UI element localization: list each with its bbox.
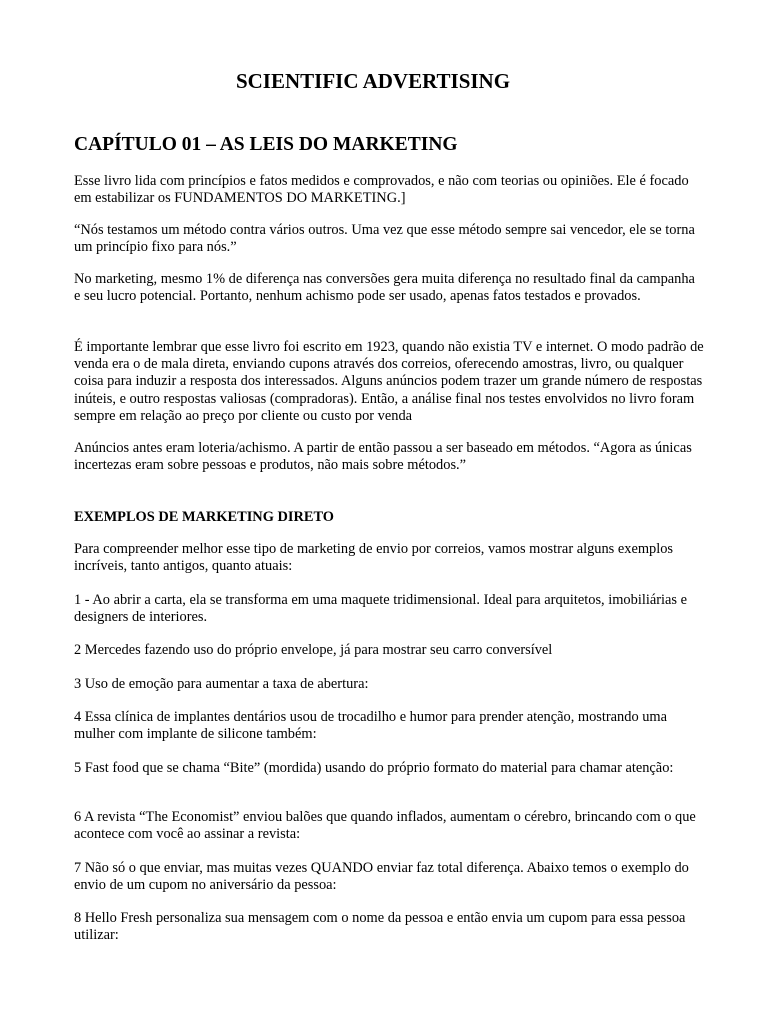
example-item: 1 - Ao abrir a carta, ela se transforma em uma maquete tridimensional. Ideal para arquitetos, imobiliárias e designers de interiores. <box>74 592 687 626</box>
chapter-title: CAPÍTULO 01 – AS LEIS DO MARKETING <box>74 134 458 155</box>
example-item: 3 Uso de emoção para aumentar a taxa de abertura: <box>74 676 369 692</box>
intro-quote-paragraph: “Nós testamos um método contra vários outros. Uma vez que esse método sempre sai vencedor, ele se torna um princípio fixo para nós.” <box>74 222 695 256</box>
intro-paragraph: No marketing, mesmo 1% de diferença nas conversões gera muita diferença no resultado final da campanha e seu lucro potencial. Portanto, nenhum achismo pode ser usado, apenas fatos testados e provados. <box>74 271 695 305</box>
section-paragraph: Para compreender melhor esse tipo de marketing de envio por correios, vamos mostrar alguns exemplos incríveis, tanto antigos, quanto atuais: <box>74 541 674 575</box>
document-title: SCIENTIFIC ADVERTISING <box>235 69 511 93</box>
example-item: 4 Essa clínica de implantes dentários usou de trocadilho e humor para prender atenção, mostrando uma mulher com implante de silicone também: <box>74 709 668 743</box>
intro-paragraph: Anúncios antes eram loteria/achismo. A partir de então passou a ser baseado em métodos. “Agora as únicas incertezas eram sobre pessoas e produtos, não mais sobre métodos.” <box>74 440 692 474</box>
example-item: 2 Mercedes fazendo uso do próprio envelope, já para mostrar seu carro conversível <box>74 642 553 658</box>
example-item: 7 Não só o que enviar, mas muitas vezes QUANDO enviar faz total diferença. Abaixo temos o exemplo do envio de um cupom no aniversário da pessoa: <box>74 860 689 894</box>
example-item: 8 Hello Fresh personaliza sua mensagem com o nome da pessoa e então envia um cupom para essa pessoa utilizar: <box>74 910 686 944</box>
example-item: 5 Fast food que se chama “Bite” (mordida) usando do próprio formato do material para chamar atenção: <box>74 760 674 776</box>
intro-paragraph: É importante lembrar que esse livro foi escrito em 1923, quando não existia TV e internet. O modo padrão de venda era o de mala direta, enviando cupons através dos correios, oferecendo amostras, livro, ou qualquer coisa para induzir a resposta dos interessados. Alguns anúncios podem trazer um grande número de respostas inúteis, e outro respostas valiosas (compradoras). Então, a análise final nos testes envolvidos no livro foram sempre em relação ao preço por cliente ou custo por venda <box>74 339 704 424</box>
section-title: EXEMPLOS DE MARKETING DIRETO <box>74 509 335 525</box>
intro-paragraph: Esse livro lida com princípios e fatos medidos e comprovados, e não com teorias ou opiniões. Ele é focado em estabilizar os FUNDAMENTOS DO MARKETING.] <box>74 173 689 207</box>
example-item: 6 A revista “The Economist” enviou balões que quando inflados, aumentam o cérebro, brincando com o que acontece com você ao assinar a revista: <box>74 809 696 843</box>
